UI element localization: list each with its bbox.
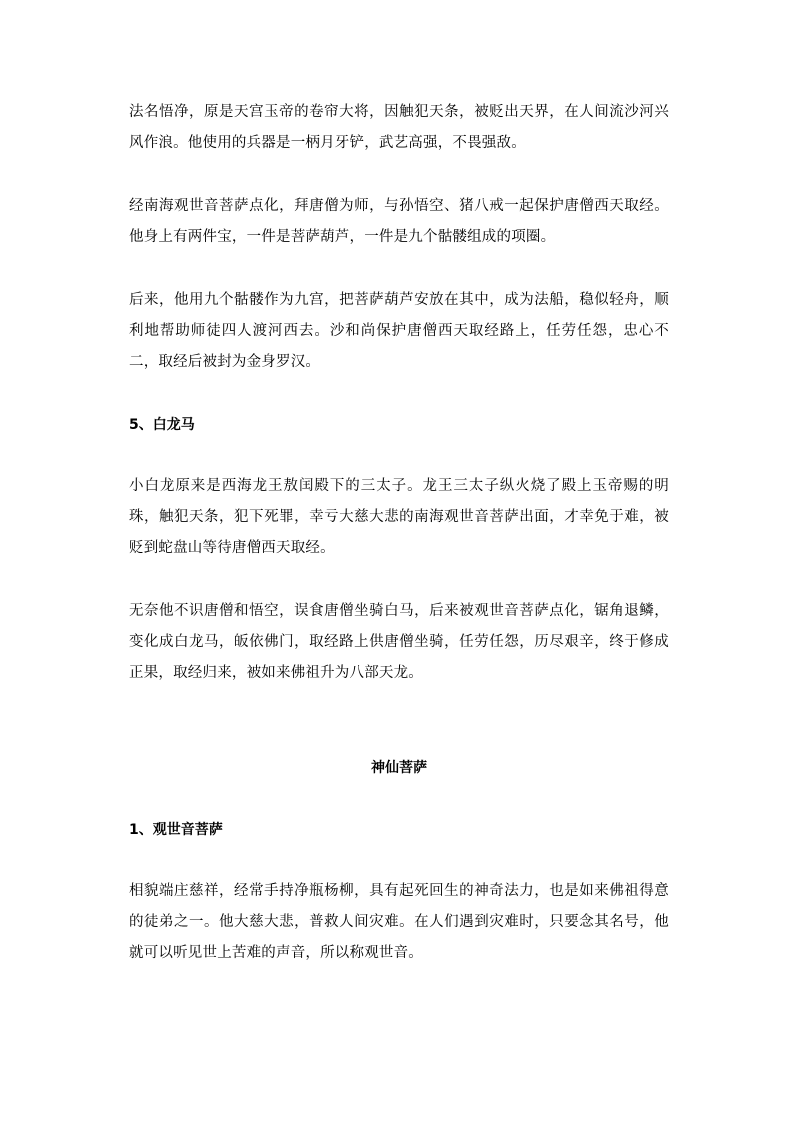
paragraph-white-dragon-conversion xyxy=(129,596,669,689)
paragraph-sha-wujing-origin xyxy=(129,97,669,159)
paragraph-guanyin xyxy=(129,876,669,969)
paragraph-text: 法名悟净，原是天宫玉帝的卷帘大将，因触犯天条，被贬出天界，在人间流沙河兴风作浪。他使用的兵器是一柄月牙铲，武艺高强，不畏强敌。 xyxy=(129,104,669,151)
page-section-title: 神仙菩萨 xyxy=(371,760,427,776)
paragraph-white-dragon-origin xyxy=(129,471,669,564)
paragraph-text: 小白龙原来是西海龙王敖闰殿下的三太子。龙王三太子纵火烧了殿上玉帝赐的明珠，触犯天条，犯下死罪，幸亏大慈大悲的南海观世音菩萨出面，才幸免于难，被贬到蛇盘山等待唐僧西天取经。 xyxy=(129,478,669,556)
section-title-immortals xyxy=(129,758,669,778)
paragraph-text: 无奈他不识唐僧和悟空，误食唐僧坐骑白马，后来被观世音菩萨点化，锯角退鳞，变化成白龙马，皈依佛门，取经路上供唐僧坐骑，任劳任怨，历尽艰辛，终于修成正果，取经归来，被如来佛祖升为八部天龙。 xyxy=(129,603,669,681)
paragraph-text: 经南海观世音菩萨点化，拜唐僧为师，与孙悟空、猪八戒一起保护唐僧西天取经。他身上有两件宝，一件是菩萨葫芦，一件是九个骷髅组成的项圈。 xyxy=(129,198,669,245)
section-heading: 5、白龙马 xyxy=(129,417,195,433)
heading-guanyin xyxy=(129,820,669,840)
paragraph-text: 相貌端庄慈祥，经常手持净瓶杨柳，具有起死回生的神奇法力，也是如来佛祖得意的徒弟之一。他大慈大悲，普救人间灾难。在人们遇到灾难时，只要念其名号，他就可以听见世上苦难的声音，所以称观世音。 xyxy=(129,883,669,961)
section-heading: 1、观世音菩萨 xyxy=(129,822,223,838)
paragraph-sha-wujing-treasures xyxy=(129,191,669,253)
heading-white-dragon-horse xyxy=(129,415,669,435)
paragraph-text: 后来，他用九个骷髅作为九宫，把菩萨葫芦安放在其中，成为法船，稳似轻舟，顺利地帮助师徒四人渡河西去。沙和尚保护唐僧西天取经路上，任劳任怨，忠心不二，取经后被封为金身罗汉。 xyxy=(129,292,669,370)
paragraph-sha-wujing-later xyxy=(129,285,669,378)
